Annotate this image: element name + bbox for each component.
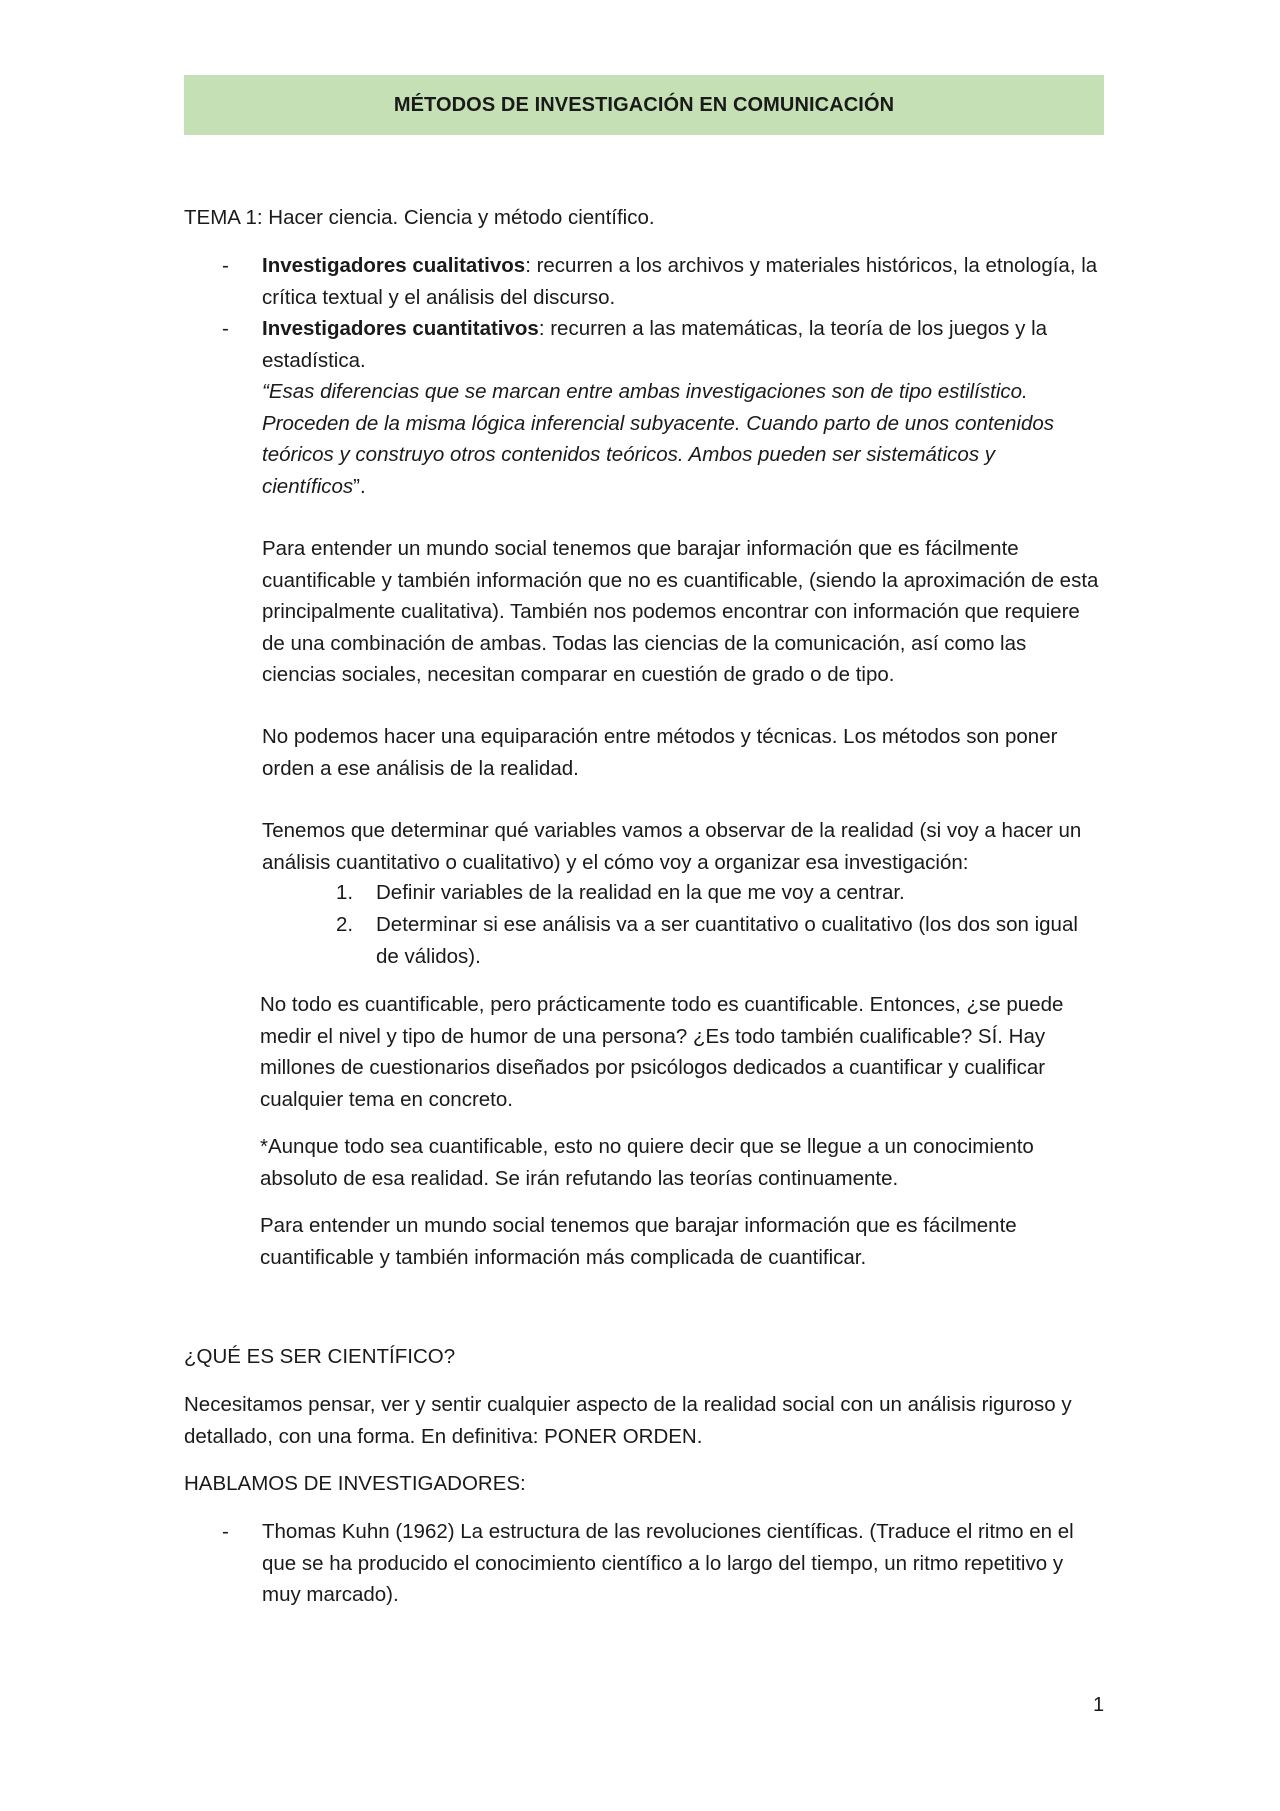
paragraph-social-world-2: Para entender un mundo social tenemos que barajar información que es fácilmente cuantificable y también información más complicada de cuantificar.: [260, 1214, 1017, 1269]
bullet-marker: -: [222, 1520, 229, 1543]
paragraph-variables: Tenemos que determinar qué variables vamos a observar de la realidad (si voy a hacer un análisis cuantitativo o cualitativo) y el cómo voy a organizar esa investigación:: [262, 819, 1082, 874]
desc-quantitative: : recurren a las matemáticas, la teoría de los juegos y la estadística.: [262, 317, 1048, 372]
paragraph-methods: No podemos hacer una equiparación entre métodos y técnicas. Los métodos son poner orden a ese análisis de la realidad.: [262, 725, 1058, 780]
list-item-kuhn: Thomas Kuhn (1962) La estructura de las revoluciones científicas. (Traduce el ritmo en el que se ha producido el conocimiento científico a lo largo del tiempo, un ritmo repetitivo y muy marcado).: [262, 1520, 1074, 1606]
paragraph-quantifiable: No todo es cuantificable, pero prácticamente todo es cuantificable. Entonces, ¿se puede medir el nivel y tipo de humor de una persona? ¿Es todo también cualificable? SÍ. Hay millones de cuestionarios diseñados por psicólogos dedicados a cuantificar y cualificar cualquier tema en concreto.: [260, 993, 1064, 1111]
step-item: Definir variables de la realidad en la que me voy a centrar.: [376, 881, 905, 904]
step-number: 2.: [336, 913, 354, 936]
section-heading: ¿QUÉ ES SER CIENTÍFICO?: [184, 1345, 456, 1368]
topic-heading: TEMA 1: Hacer ciencia. Ciencia y método científico.: [184, 206, 655, 229]
desc-qualitative: : recurren a los archivos y materiales históricos, la etnología, la crítica textual y el análisis del discurso.: [262, 254, 1098, 309]
term-quantitative: Investigadores cuantitativos: [262, 317, 539, 340]
bullet-marker: -: [222, 317, 229, 340]
page-number: 1: [1093, 1694, 1105, 1716]
list-item-qualitative: [262, 250, 1102, 313]
paragraph-order: Necesitamos pensar, ver y sentir cualquier aspecto de la realidad social con un análisis riguroso y detallado, con una forma. En definitiva: PONER ORDEN.: [184, 1393, 1072, 1448]
list-item-quantitative: [262, 313, 1102, 376]
step-number: 1.: [336, 881, 354, 904]
paragraph-social-world: Para entender un mundo social tenemos que barajar información que es fácilmente cuantificable y también información que no es cuantificable, (siendo la aproximación de esta principalmente cualitativa). También nos podemos encontrar con información que requiere de una combinación de ambas. Todas las ciencias de la comunicación, así como las ciencias sociales, necesitan comparar en cuestión de grado o de tipo.: [262, 537, 1099, 686]
step-item: Determinar si ese análisis va a ser cuantitativo o cualitativo (los dos son igual de válidos).: [376, 913, 1078, 968]
quote-paragraph: [262, 376, 1104, 502]
quote-text: “Esas diferencias que se marcan entre ambas investigaciones son de tipo estilístico. Proceden de la misma lógica inferencial subyacente. Cuando parto de unos contenidos teóricos y construyo otros contenidos teóricos. Ambos pueden ser sistemáticos y científicos: [262, 380, 1055, 498]
document-title: MÉTODOS DE INVESTIGACIÓN EN COMUNICACIÓN: [393, 93, 895, 116]
bullet-marker: -: [222, 254, 229, 277]
quote-close: ”.: [353, 474, 366, 498]
title-banner: [184, 75, 1104, 135]
term-qualitative: Investigadores cualitativos: [262, 254, 526, 277]
paragraph-note: *Aunque todo sea cuantificable, esto no quiere decir que se llegue a un conocimiento absoluto de esa realidad. Se irán refutando las teorías continuamente.: [260, 1135, 1034, 1190]
investigators-heading: HABLAMOS DE INVESTIGADORES:: [184, 1472, 526, 1495]
